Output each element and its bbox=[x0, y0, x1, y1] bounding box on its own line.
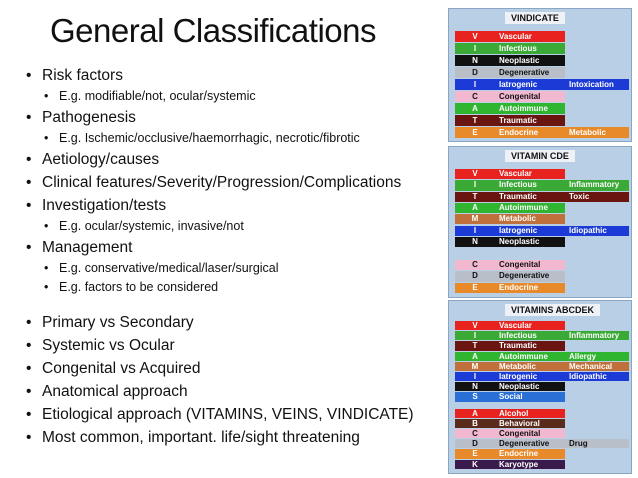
mnemonic-letter: I bbox=[455, 79, 495, 90]
mnemonic-row bbox=[455, 226, 629, 236]
mnemonic-row bbox=[455, 237, 629, 247]
mnemonic-letter: I bbox=[455, 43, 495, 54]
sub-bullet-item: • E.g. Ischemic/occlusive/haemorrhagic, necrotic/fibrotic bbox=[24, 130, 444, 146]
mnemonic-letter: C bbox=[455, 91, 495, 102]
slide-title: General Classifications bbox=[50, 12, 376, 49]
mnemonic-row bbox=[455, 429, 629, 438]
mnemonic-row bbox=[455, 55, 629, 66]
bullet-item: • Management bbox=[24, 238, 444, 257]
mnemonic-word: Iatrogenic bbox=[495, 372, 565, 381]
mnemonic-word: Karyotype bbox=[495, 460, 565, 469]
mnemonic-letter: D bbox=[455, 271, 495, 281]
mnemonic-extra bbox=[565, 67, 629, 78]
mnemonic-letter: A bbox=[455, 103, 495, 114]
vitamin-cde-panel bbox=[448, 146, 632, 298]
mnemonic-word: Infectious bbox=[495, 180, 565, 190]
mnemonic-word: Iatrogenic bbox=[495, 226, 565, 236]
mnemonic-letter: M bbox=[455, 362, 495, 371]
mnemonic-word: Traumatic bbox=[495, 115, 565, 126]
mnemonic-extra bbox=[565, 31, 629, 42]
mnemonic-word: Alcohol bbox=[495, 409, 565, 418]
mnemonic-row bbox=[455, 460, 629, 469]
mnemonic-row bbox=[455, 372, 629, 381]
mnemonic-extra bbox=[565, 283, 629, 293]
mnemonic-row bbox=[455, 67, 629, 78]
mnemonic-extra: Inflammatory bbox=[565, 331, 629, 340]
mnemonic-letter: B bbox=[455, 419, 495, 428]
mnemonic-letter: D bbox=[455, 67, 495, 78]
mnemonic-word: Metabolic bbox=[495, 362, 565, 371]
mnemonic-row bbox=[455, 439, 629, 448]
bullet-item: • Clinical features/Severity/Progression/Complications bbox=[24, 173, 444, 192]
mnemonic-word: Endocrine bbox=[495, 449, 565, 458]
mnemonic-letter: C bbox=[455, 260, 495, 270]
mnemonic-row bbox=[455, 169, 629, 179]
mnemonic-word: Iatrogenic bbox=[495, 79, 565, 90]
mnemonic-letter: N bbox=[455, 55, 495, 66]
mnemonic-word: Neoplastic bbox=[495, 382, 565, 391]
mnemonic-word: Traumatic bbox=[495, 341, 565, 350]
mnemonic-row bbox=[455, 192, 629, 202]
sub-bullet-item: • E.g. ocular/systemic, invasive/not bbox=[24, 218, 444, 234]
mnemonic-letter: K bbox=[455, 460, 495, 469]
mnemonic-word: Vascular bbox=[495, 169, 565, 179]
mnemonic-row bbox=[455, 103, 629, 114]
mnemonic-extra bbox=[565, 271, 629, 281]
mnemonic-row bbox=[455, 260, 629, 270]
mnemonic-word: Infectious bbox=[495, 331, 565, 340]
mnemonic-letter: I bbox=[455, 180, 495, 190]
mnemonic-letter: E bbox=[455, 283, 495, 293]
panel-title: VITAMINS ABCDEK bbox=[505, 304, 600, 316]
mnemonic-letter: A bbox=[455, 352, 495, 361]
mnemonic-extra bbox=[565, 55, 629, 66]
mnemonic-extra bbox=[565, 321, 629, 330]
mnemonic-extra: Drug bbox=[565, 439, 629, 448]
mnemonic-row bbox=[455, 341, 629, 350]
mnemonic-word: Social bbox=[495, 392, 565, 401]
mnemonic-letter: N bbox=[455, 382, 495, 391]
mnemonic-word: Behavioral bbox=[495, 419, 565, 428]
mnemonic-letter: V bbox=[455, 169, 495, 179]
bullet-list bbox=[24, 66, 444, 447]
mnemonic-word: Autoimmune bbox=[495, 103, 565, 114]
bullet-item: • Systemic vs Ocular bbox=[24, 336, 444, 355]
mnemonic-letter: T bbox=[455, 192, 495, 202]
mnemonic-letter: M bbox=[455, 214, 495, 224]
mnemonic-extra bbox=[565, 203, 629, 213]
mnemonic-word: Congenital bbox=[495, 260, 565, 270]
mnemonic-row bbox=[455, 79, 629, 90]
mnemonic-row bbox=[455, 352, 629, 361]
mnemonic-letter: A bbox=[455, 203, 495, 213]
mnemonic-extra bbox=[565, 214, 629, 224]
mnemonic-word: Vascular bbox=[495, 321, 565, 330]
mnemonic-row bbox=[455, 283, 629, 293]
mnemonic-word: Autoimmune bbox=[495, 352, 565, 361]
mnemonic-row bbox=[455, 43, 629, 54]
mnemonic-extra bbox=[565, 341, 629, 350]
mnemonic-extra bbox=[565, 115, 629, 126]
mnemonic-letter: I bbox=[455, 331, 495, 340]
mnemonic-extra bbox=[565, 103, 629, 114]
bullet-item: • Aetiology/causes bbox=[24, 150, 444, 169]
mnemonic-row bbox=[455, 449, 629, 458]
mnemonic-extra bbox=[565, 43, 629, 54]
mnemonic-word: Infectious bbox=[495, 43, 565, 54]
mnemonic-word: Degenerative bbox=[495, 67, 565, 78]
mnemonic-letter: T bbox=[455, 115, 495, 126]
sub-bullet-item: • E.g. conservative/medical/laser/surgical bbox=[24, 260, 444, 276]
bullet-item: • Primary vs Secondary bbox=[24, 313, 444, 332]
mnemonic-letter: I bbox=[455, 372, 495, 381]
mnemonic-letter: S bbox=[455, 392, 495, 401]
mnemonic-row bbox=[455, 362, 629, 371]
mnemonic-row bbox=[455, 31, 629, 42]
mnemonic-word: Congenital bbox=[495, 429, 565, 438]
bullet-item: • Etiological approach (VITAMINS, VEINS, VINDICATE) bbox=[24, 405, 444, 424]
mnemonic-row bbox=[455, 331, 629, 340]
bullet-item: • Risk factors bbox=[24, 66, 444, 85]
mnemonic-extra bbox=[565, 392, 629, 401]
mnemonic-word: Degenerative bbox=[495, 271, 565, 281]
mnemonic-row bbox=[455, 409, 629, 418]
mnemonic-letter: N bbox=[455, 237, 495, 247]
mnemonic-letter: V bbox=[455, 31, 495, 42]
mnemonic-word: Metabolic bbox=[495, 214, 565, 224]
mnemonic-extra bbox=[565, 91, 629, 102]
mnemonic-letter: T bbox=[455, 341, 495, 350]
mnemonic-extra bbox=[565, 409, 629, 418]
mnemonic-extra: Toxic bbox=[565, 192, 629, 202]
mnemonic-extra bbox=[565, 449, 629, 458]
mnemonic-extra bbox=[565, 237, 629, 247]
mnemonic-row bbox=[455, 271, 629, 281]
mnemonic-word: Congenital bbox=[495, 91, 565, 102]
panel-title: VITAMIN CDE bbox=[505, 150, 575, 162]
mnemonic-row bbox=[455, 382, 629, 391]
mnemonic-letter: E bbox=[455, 127, 495, 138]
mnemonic-row bbox=[455, 180, 629, 190]
mnemonic-letter: D bbox=[455, 439, 495, 448]
bullet-item: • Most common, important. life/sight threatening bbox=[24, 428, 444, 447]
mnemonic-extra: Idiopathic bbox=[565, 226, 629, 236]
mnemonic-word: Endocrine bbox=[495, 127, 565, 138]
vindicate-panel bbox=[448, 8, 632, 142]
mnemonic-row bbox=[455, 321, 629, 330]
mnemonic-extra bbox=[565, 382, 629, 391]
mnemonic-row bbox=[455, 127, 629, 138]
mnemonic-row bbox=[455, 115, 629, 126]
mnemonic-word: Neoplastic bbox=[495, 55, 565, 66]
bullet-item: • Pathogenesis bbox=[24, 108, 444, 127]
mnemonic-word: Traumatic bbox=[495, 192, 565, 202]
mnemonic-extra: Inflammatory bbox=[565, 180, 629, 190]
bullet-item: • Congenital vs Acquired bbox=[24, 359, 444, 378]
bullet-item: • Anatomical approach bbox=[24, 382, 444, 401]
mnemonic-letter: V bbox=[455, 321, 495, 330]
sub-bullet-item: • E.g. factors to be considered bbox=[24, 279, 444, 295]
mnemonic-letter: E bbox=[455, 449, 495, 458]
vitamins-abcdek-panel bbox=[448, 300, 632, 474]
mnemonic-word: Degenerative bbox=[495, 439, 565, 448]
panel-title: VINDICATE bbox=[505, 12, 565, 24]
mnemonic-word: Endocrine bbox=[495, 283, 565, 293]
mnemonic-extra bbox=[565, 419, 629, 428]
mnemonic-extra bbox=[565, 169, 629, 179]
mnemonic-extra: Mechanical bbox=[565, 362, 629, 371]
mnemonic-word: Vascular bbox=[495, 31, 565, 42]
mnemonic-row bbox=[455, 91, 629, 102]
mnemonic-row bbox=[455, 203, 629, 213]
mnemonic-letter: I bbox=[455, 226, 495, 236]
mnemonic-word: Autoimmune bbox=[495, 203, 565, 213]
sub-bullet-item: • E.g. modifiable/not, ocular/systemic bbox=[24, 88, 444, 104]
mnemonic-extra: Allergy bbox=[565, 352, 629, 361]
mnemonic-word: Neoplastic bbox=[495, 237, 565, 247]
mnemonic-letter: C bbox=[455, 429, 495, 438]
bullet-item: • Investigation/tests bbox=[24, 196, 444, 215]
mnemonic-extra bbox=[565, 429, 629, 438]
mnemonic-extra bbox=[565, 260, 629, 270]
mnemonic-extra bbox=[565, 460, 629, 469]
mnemonic-letter: A bbox=[455, 409, 495, 418]
mnemonic-row bbox=[455, 214, 629, 224]
mnemonic-extra: Metabolic bbox=[565, 127, 629, 138]
mnemonic-extra: Intoxication bbox=[565, 79, 629, 90]
mnemonic-extra: Idiopathic bbox=[565, 372, 629, 381]
mnemonic-row bbox=[455, 392, 629, 401]
mnemonic-row bbox=[455, 419, 629, 428]
